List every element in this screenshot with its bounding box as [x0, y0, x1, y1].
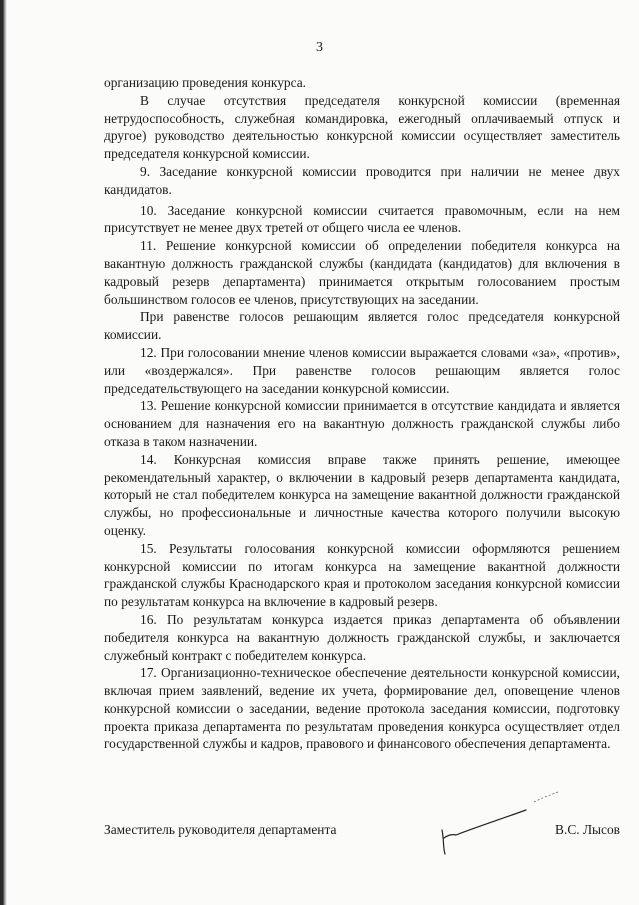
- page-number: 3: [316, 40, 323, 55]
- paragraph: 9. Заседание конкурсной комиссии проводится при наличии не менее двух кандидатов.: [104, 163, 620, 197]
- scan-edge: [0, 0, 7, 905]
- document-body: [104, 74, 620, 753]
- paragraph: 10. Заседание конкурсной комиссии считается правомочным, если на нем присутствует не менее двух третей от общего числа ее членов.: [104, 202, 620, 236]
- paragraph: При равенстве голосов решающим является голос председателя конкурсной комиссии.: [104, 309, 620, 343]
- paragraph: 15. Результаты голосования конкурсной комиссии оформляются решением конкурсной комиссии по итогам конкурса на замещение вакантной должности гражданской службы Краснодарского края и протоколом заседания конкурсной комиссии по результатам конкурса на включение в кадровый резерв.: [104, 540, 620, 610]
- signature-block: [104, 822, 620, 862]
- paragraph: 13. Решение конкурсной комиссии принимается в отсутствие кандидата и является основанием для назначения его на вакантную должность гражданской службы либо отказа в таком назначении.: [104, 398, 620, 449]
- paragraph: 16. По результатам конкурса издается приказ департамента об объявлении победителя конкурса на вакантную должность гражданской службы, и заключается служебный контракт с победителем конкурса.: [104, 611, 620, 663]
- paragraph: В случае отсутствия председателя конкурсной комиссии (временная нетрудоспособность, служебная командировка, ежегодный оплачиваемый отпуск и другое) руководство деятельностью конкурсной комиссии осуществляет заместитель председателя конкурсной комиссии.: [104, 92, 620, 162]
- handwritten-signature: [434, 788, 574, 858]
- paragraph: 12. При голосовании мнение членов комиссии выражается словами «за», «против», или «воздержался». При равенстве голосов решающим является голос председательствующего на заседании конкурсной комиссии.: [104, 344, 620, 396]
- paragraph: организацию проведения конкурса.: [104, 75, 307, 90]
- paragraph: 17. Организационно-техническое обеспечение деятельности конкурсной комиссии, включая прием заявлений, ведение их учета, формирование дел, оповещение членов конкурсной комиссии о заседании, ведение протокола заседания комиссии, подготовку проекта приказа департамента по результатам проведения конкурса осуществляет отдел государственной службы и кадров, правового и финансового обеспечения департамента.: [104, 665, 620, 752]
- paragraph: 14. Конкурсная комиссия вправе также принять решение, имеющее рекомендательный характер, о включении в кадровый резерв департамента кандидата, который не стал победителем конкурса на замещение вакантной должности гражданской службы, но профессиональные и личностные качества которого получили высокую оценку.: [104, 451, 620, 538]
- paragraph: 11. Решение конкурсной комиссии об определении победителя конкурса на вакантную должность гражданской службы (кандидата (кандидатов) для включения в кадровый резерв департамента) принимается открытым голосованием простым большинством голосов ее членов, присутствующих на заседании.: [104, 238, 620, 307]
- signatory-title: Заместитель руководителя департамента: [104, 822, 337, 837]
- signatory-name: В.С. Лысов: [555, 822, 620, 837]
